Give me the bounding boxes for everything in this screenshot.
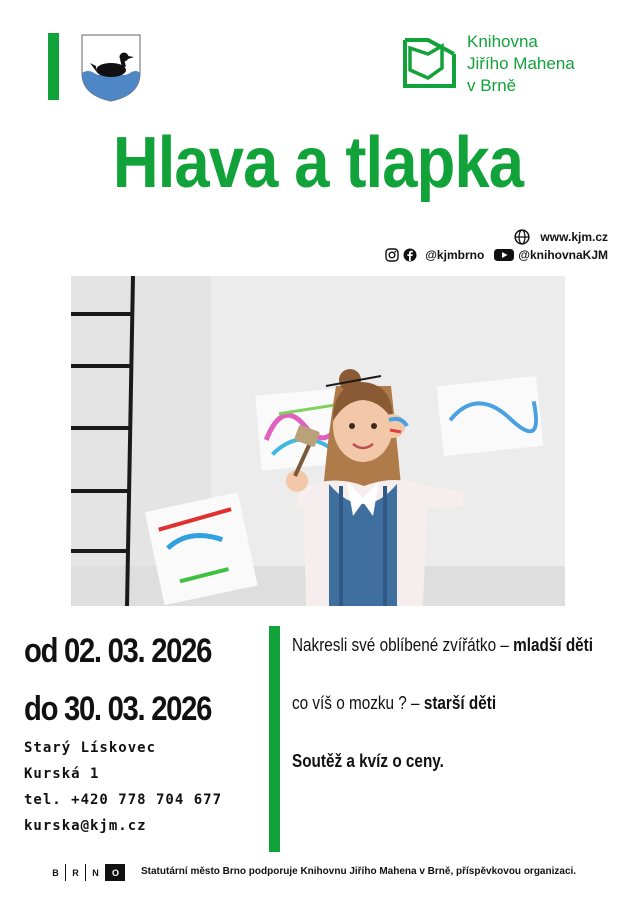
web-link[interactable]: www.kjm.cz bbox=[540, 230, 608, 244]
brno-letter: R bbox=[66, 864, 86, 881]
activity-text: co víš o mozku ? – bbox=[292, 693, 424, 713]
activity-text: Nakresli své oblíbené zvířátko – bbox=[292, 635, 514, 655]
address-block bbox=[24, 735, 222, 839]
date-to: do 30. 03. 2026 bbox=[24, 690, 212, 728]
coat-of-arms-icon bbox=[80, 33, 142, 103]
accent-bar bbox=[48, 33, 59, 100]
date-from: od 02. 03. 2026 bbox=[24, 632, 212, 670]
activity-item bbox=[292, 630, 593, 688]
library-logo-text bbox=[467, 31, 575, 97]
activities-list bbox=[292, 630, 593, 804]
social-row bbox=[385, 248, 608, 262]
email[interactable]: kurska@kjm.cz bbox=[24, 818, 147, 834]
activity-audience: starší děti bbox=[423, 693, 497, 713]
street: Kurská 1 bbox=[24, 766, 100, 782]
branch-name: Starý Lískovec bbox=[24, 740, 157, 756]
globe-icon bbox=[514, 229, 530, 245]
event-dates bbox=[24, 622, 242, 738]
instagram-icon[interactable] bbox=[385, 248, 399, 262]
social-handle-1[interactable]: @kjmbrno bbox=[425, 248, 485, 262]
youtube-icon[interactable] bbox=[494, 248, 514, 262]
social-handle-2[interactable]: @knihovnaKJM bbox=[518, 248, 608, 262]
event-photo bbox=[71, 276, 565, 606]
page-title: Hlava a tlapka bbox=[112, 123, 524, 203]
brno-letter: O bbox=[106, 864, 125, 881]
activity-audience: mladší děti bbox=[513, 635, 594, 655]
activity-item bbox=[292, 688, 593, 746]
brno-letter: B bbox=[46, 864, 66, 881]
logo-line: v Brně bbox=[467, 76, 517, 95]
web-link-row[interactable] bbox=[514, 229, 608, 245]
activity-item bbox=[292, 746, 593, 804]
brno-logo bbox=[46, 864, 125, 881]
library-logo-icon bbox=[402, 34, 458, 90]
brno-letter: N bbox=[86, 864, 106, 881]
competition-text: Soutěž a kvíz o ceny. bbox=[292, 751, 444, 771]
footer-text: Statutární město Brno podporuje Knihovnu Jiřího Mahena v Brně, příspěvkovou organizaci. bbox=[141, 866, 577, 877]
logo-line: Jiřího Mahena bbox=[467, 54, 575, 73]
phone[interactable]: tel. +420 778 704 677 bbox=[24, 792, 223, 808]
divider-bar bbox=[269, 626, 280, 852]
logo-line: Knihovna bbox=[467, 32, 538, 51]
facebook-icon[interactable] bbox=[403, 248, 417, 262]
